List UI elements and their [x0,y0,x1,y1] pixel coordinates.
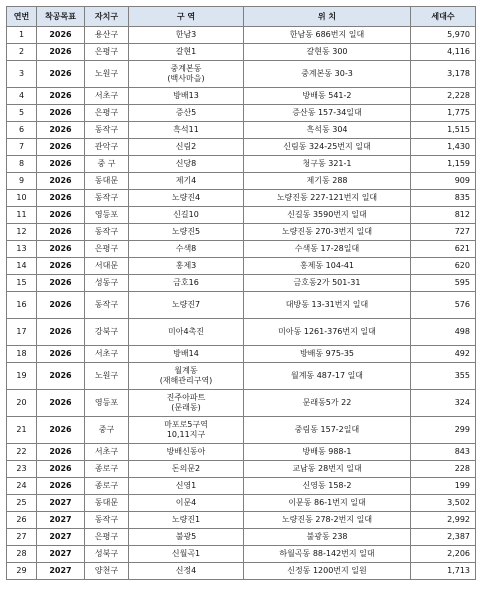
households-cell: 228 [411,461,476,478]
header-households: 세대수 [411,7,476,27]
row-number-cell: 4 [7,88,37,105]
district-cell: 은평구 [85,529,129,546]
district-cell: 동대문 [85,495,129,512]
row-number-cell: 16 [7,292,37,319]
row-number-cell: 12 [7,224,37,241]
table-row [7,224,476,241]
table-row [7,241,476,258]
location-cell: 금호동2가 501-31 [244,275,411,292]
zone-cell: 이문4 [129,495,244,512]
row-number-cell: 6 [7,122,37,139]
location-cell: 중림동 157-2일대 [244,417,411,444]
district-cell: 서초구 [85,444,129,461]
households-cell: 1,430 [411,139,476,156]
start-year-cell: 2026 [37,390,85,417]
zone-cell: 노량진1 [129,512,244,529]
zone-cell: 방배13 [129,88,244,105]
row-number-cell: 19 [7,363,37,390]
zone-cell: 중계본동 (백사마을) [129,61,244,88]
row-number-cell: 21 [7,417,37,444]
start-year-cell: 2027 [37,563,85,580]
district-cell: 서초구 [85,88,129,105]
zone-cell: 미아4촉진 [129,319,244,346]
table-row [7,563,476,580]
district-cell: 성동구 [85,275,129,292]
start-year-cell: 2026 [37,122,85,139]
location-cell: 노량진동 270-3번지 일대 [244,224,411,241]
header-start-year: 착공목표 [37,7,85,27]
header-location: 위 치 [244,7,411,27]
start-year-cell: 2026 [37,88,85,105]
zone-cell: 신당8 [129,156,244,173]
table-row [7,292,476,319]
location-cell: 노량진동 227-121번지 일대 [244,190,411,207]
households-cell: 1,159 [411,156,476,173]
start-year-cell: 2026 [37,461,85,478]
row-number-cell: 5 [7,105,37,122]
zone-cell: 홍제3 [129,258,244,275]
households-cell: 2,206 [411,546,476,563]
location-cell: 신영동 158-2 [244,478,411,495]
zone-cell: 갈현1 [129,44,244,61]
start-year-cell: 2027 [37,495,85,512]
district-cell: 영등포 [85,207,129,224]
district-cell: 동작구 [85,190,129,207]
location-cell: 하월곡동 88-142번지 일대 [244,546,411,563]
row-number-cell: 15 [7,275,37,292]
district-cell: 은평구 [85,241,129,258]
row-number-cell: 29 [7,563,37,580]
district-cell: 동대문 [85,173,129,190]
zone-cell: 제기4 [129,173,244,190]
table-row [7,529,476,546]
start-year-cell: 2026 [37,258,85,275]
start-year-cell: 2026 [37,156,85,173]
zone-cell: 신정4 [129,563,244,580]
district-cell: 중구 [85,417,129,444]
table-row [7,319,476,346]
table-row [7,346,476,363]
location-cell: 월계동 487-17 일대 [244,363,411,390]
start-year-cell: 2026 [37,207,85,224]
start-year-cell: 2026 [37,319,85,346]
households-cell: 4,116 [411,44,476,61]
district-cell: 서초구 [85,346,129,363]
row-number-cell: 28 [7,546,37,563]
row-number-cell: 18 [7,346,37,363]
start-year-cell: 2026 [37,346,85,363]
district-cell: 영등포 [85,390,129,417]
zone-cell: 신길10 [129,207,244,224]
location-cell: 청구동 321-1 [244,156,411,173]
table-row [7,275,476,292]
district-cell: 용산구 [85,27,129,44]
start-year-cell: 2026 [37,173,85,190]
district-cell: 은평구 [85,44,129,61]
district-cell: 동작구 [85,122,129,139]
row-number-cell: 3 [7,61,37,88]
row-number-cell: 23 [7,461,37,478]
zone-cell: 신림2 [129,139,244,156]
table-body [7,27,476,580]
location-cell: 이문동 86-1번지 일대 [244,495,411,512]
households-cell: 5,970 [411,27,476,44]
table-row [7,478,476,495]
households-cell: 2,228 [411,88,476,105]
households-cell: 727 [411,224,476,241]
district-cell: 강북구 [85,319,129,346]
location-cell: 신정동 1200번지 일원 [244,563,411,580]
district-cell: 동작구 [85,512,129,529]
location-cell: 대방동 13-31번지 일대 [244,292,411,319]
table-row [7,88,476,105]
households-cell: 355 [411,363,476,390]
households-cell: 621 [411,241,476,258]
table-row [7,61,476,88]
zone-cell: 증산5 [129,105,244,122]
location-cell: 방배동 988-1 [244,444,411,461]
location-cell: 미아동 1261-376번지 일대 [244,319,411,346]
location-cell: 불광동 238 [244,529,411,546]
location-cell: 흑석동 304 [244,122,411,139]
redevelopment-table [6,6,476,580]
zone-cell: 한남3 [129,27,244,44]
zone-cell: 노량진4 [129,190,244,207]
zone-cell: 방배14 [129,346,244,363]
row-number-cell: 11 [7,207,37,224]
zone-cell: 신영1 [129,478,244,495]
households-cell: 2,992 [411,512,476,529]
start-year-cell: 2026 [37,417,85,444]
location-cell: 문래동5가 22 [244,390,411,417]
households-cell: 498 [411,319,476,346]
row-number-cell: 14 [7,258,37,275]
district-cell: 성북구 [85,546,129,563]
district-cell: 서대문 [85,258,129,275]
zone-cell: 흑석11 [129,122,244,139]
location-cell: 제기동 288 [244,173,411,190]
table-row [7,461,476,478]
zone-cell: 노량진7 [129,292,244,319]
households-cell: 909 [411,173,476,190]
row-number-cell: 20 [7,390,37,417]
table-row [7,27,476,44]
row-number-cell: 22 [7,444,37,461]
households-cell: 299 [411,417,476,444]
housing-table-container [6,6,475,580]
location-cell: 한남동 686번지 일대 [244,27,411,44]
district-cell: 동작구 [85,224,129,241]
households-cell: 595 [411,275,476,292]
table-row [7,417,476,444]
households-cell: 3,502 [411,495,476,512]
location-cell: 방배동 975-35 [244,346,411,363]
table-row [7,105,476,122]
table-row [7,44,476,61]
zone-cell: 돈의문2 [129,461,244,478]
row-number-cell: 13 [7,241,37,258]
row-number-cell: 8 [7,156,37,173]
households-cell: 2,387 [411,529,476,546]
table-row [7,390,476,417]
row-number-cell: 7 [7,139,37,156]
households-cell: 1,713 [411,563,476,580]
table-row [7,495,476,512]
row-number-cell: 25 [7,495,37,512]
households-cell: 1,775 [411,105,476,122]
row-number-cell: 9 [7,173,37,190]
start-year-cell: 2027 [37,529,85,546]
zone-cell: 노량진5 [129,224,244,241]
district-cell: 노원구 [85,61,129,88]
district-cell: 관악구 [85,139,129,156]
zone-cell: 월계동 (재해관리구역) [129,363,244,390]
households-cell: 620 [411,258,476,275]
start-year-cell: 2026 [37,292,85,319]
table-row [7,207,476,224]
district-cell: 양천구 [85,563,129,580]
row-number-cell: 27 [7,529,37,546]
households-cell: 3,178 [411,61,476,88]
table-row [7,122,476,139]
district-cell: 중 구 [85,156,129,173]
district-cell: 노원구 [85,363,129,390]
location-cell: 교남동 28번지 일대 [244,461,411,478]
households-cell: 843 [411,444,476,461]
start-year-cell: 2027 [37,512,85,529]
start-year-cell: 2026 [37,27,85,44]
households-cell: 835 [411,190,476,207]
start-year-cell: 2026 [37,241,85,258]
table-row [7,546,476,563]
households-cell: 324 [411,390,476,417]
table-row [7,156,476,173]
households-cell: 492 [411,346,476,363]
table-row [7,444,476,461]
zone-cell: 불광5 [129,529,244,546]
households-cell: 576 [411,292,476,319]
start-year-cell: 2026 [37,105,85,122]
location-cell: 수색동 17-28일대 [244,241,411,258]
start-year-cell: 2026 [37,444,85,461]
table-row [7,139,476,156]
start-year-cell: 2026 [37,44,85,61]
location-cell: 홍제동 104-41 [244,258,411,275]
zone-cell: 진주아파트 (문래동) [129,390,244,417]
header-district: 자치구 [85,7,129,27]
row-number-cell: 1 [7,27,37,44]
table-row [7,190,476,207]
row-number-cell: 10 [7,190,37,207]
start-year-cell: 2026 [37,61,85,88]
zone-cell: 수색8 [129,241,244,258]
location-cell: 신길동 3590번지 일대 [244,207,411,224]
row-number-cell: 17 [7,319,37,346]
table-row [7,363,476,390]
row-number-cell: 2 [7,44,37,61]
row-number-cell: 24 [7,478,37,495]
households-cell: 199 [411,478,476,495]
district-cell: 은평구 [85,105,129,122]
table-row [7,258,476,275]
district-cell: 종로구 [85,461,129,478]
header-zone: 구 역 [129,7,244,27]
location-cell: 방배동 541-2 [244,88,411,105]
location-cell: 신림동 324-25번지 일대 [244,139,411,156]
households-cell: 1,515 [411,122,476,139]
district-cell: 종로구 [85,478,129,495]
location-cell: 중계본동 30-3 [244,61,411,88]
location-cell: 노량진동 278-2번지 일대 [244,512,411,529]
header-number: 연번 [7,7,37,27]
zone-cell: 금호16 [129,275,244,292]
start-year-cell: 2026 [37,275,85,292]
row-number-cell: 26 [7,512,37,529]
zone-cell: 마포로5구역 10,11지구 [129,417,244,444]
table-header-row [7,7,476,27]
table-row [7,512,476,529]
start-year-cell: 2026 [37,224,85,241]
location-cell: 갈현동 300 [244,44,411,61]
start-year-cell: 2026 [37,478,85,495]
households-cell: 812 [411,207,476,224]
zone-cell: 신월곡1 [129,546,244,563]
start-year-cell: 2027 [37,546,85,563]
start-year-cell: 2026 [37,363,85,390]
start-year-cell: 2026 [37,190,85,207]
start-year-cell: 2026 [37,139,85,156]
table-row [7,173,476,190]
district-cell: 동작구 [85,292,129,319]
location-cell: 증산동 157-34일대 [244,105,411,122]
zone-cell: 방배신동아 [129,444,244,461]
